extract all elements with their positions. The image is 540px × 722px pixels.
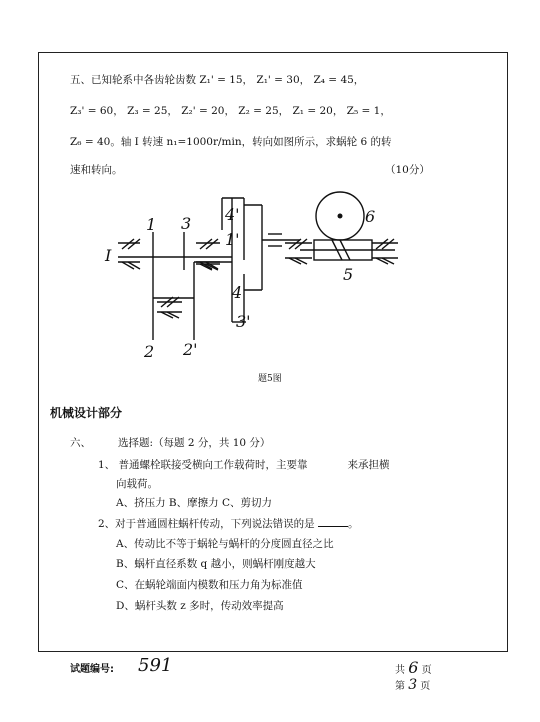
part6-title: 选择题:（每题 2 分，共 10 分） (118, 437, 271, 449)
q2-option-b: B、蜗杆直径系数 q 越小，则蜗杆刚度越大 (116, 558, 316, 570)
bearing-icon (285, 239, 312, 264)
problem5-line3: Z₆ = 40。轴 I 转速 n₁=1000r/min，转向如图所示，求蜗轮 6 的转 (70, 136, 392, 148)
q2-blank (318, 517, 348, 527)
current-page (395, 677, 430, 693)
problem5-line2: Z₃' = 60， Z₃ = 25， Z₂' = 20， Z₂ = 25， Z₁ = 20， Z₅ = 1， (70, 105, 391, 117)
q1-options: A、挤压力 B、摩擦力 C、剪切力 (116, 497, 273, 509)
label-gear-3p: 3' (236, 312, 251, 331)
label-gear-1: 1 (146, 215, 157, 234)
q1-stem-a: 1、 普通螺栓联接受横向工作载荷时，主要靠 (98, 459, 308, 471)
total-value: 6 (408, 658, 419, 677)
q1-blank (308, 459, 348, 468)
label-gear-4: 4 (232, 283, 243, 302)
q2-option-d: D、蜗杆头数 z 多时，传动效率提高 (116, 600, 284, 612)
q1-stem-b: 来承担横 (347, 459, 390, 471)
total-pages (395, 658, 432, 677)
q1-stem-c: 向载荷。 (116, 478, 158, 490)
label-gear-2p: 2' (183, 340, 198, 359)
page-unit: 页 (420, 681, 431, 692)
total-unit: 页 (421, 665, 432, 676)
q2-stem: 2、对于普通圆柱蜗杆传动，下列说法错误的是 。 (98, 518, 359, 530)
label-gear-4p: 4' (225, 205, 240, 224)
figure-caption: 题5图 (258, 374, 282, 384)
bearing-icon (372, 239, 398, 264)
page-label: 第 (395, 681, 405, 692)
problem5-line1: 五、已知轮系中各齿轮齿数 Z₁' = 15， Z₁' = 30， Z₄ = 45， (70, 74, 365, 86)
q2-option-c: C、在蜗轮端面内模数和压力角为标准值 (116, 579, 303, 591)
label-gear-3: 3 (181, 214, 192, 233)
problem5-score: （10分） (385, 164, 430, 176)
part6-heading: 六、 (70, 437, 91, 449)
label-gear-2: 2 (144, 342, 155, 361)
bearing-icon (118, 239, 140, 269)
wheel-center-dot (338, 214, 343, 219)
label-worm-wheel-6: 6 (365, 207, 376, 226)
q2-stem-text: 2、对于普通圆柱蜗杆传动，下列说法错误的是 (98, 518, 315, 530)
total-label: 共 (395, 665, 405, 676)
label-gear-1p: 1' (225, 230, 240, 249)
exam-code-label: 试题编号: (70, 664, 114, 675)
section-title: 机械设计部分 (50, 406, 123, 420)
page-value: 3 (408, 677, 418, 693)
q2-option-a: A、传动比不等于蜗轮与蜗杆的分度圆直径之比 (116, 538, 334, 550)
bearing-icon (157, 297, 182, 318)
problem5-line4: 速和转向。 (70, 164, 123, 176)
exam-code-value: 591 (138, 655, 173, 676)
label-shaft-I: I (105, 246, 112, 265)
label-worm-5: 5 (343, 265, 354, 284)
q1-stem (98, 457, 390, 472)
